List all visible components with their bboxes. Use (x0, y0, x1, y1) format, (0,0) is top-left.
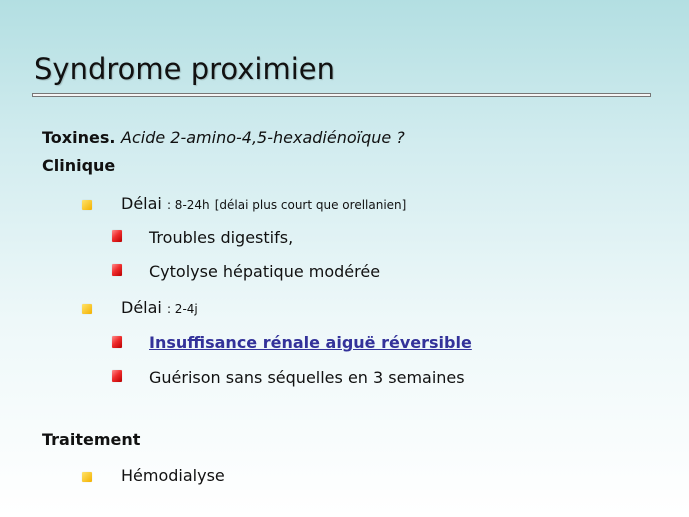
red-square-bullet-icon (112, 336, 122, 348)
red-square-bullet-icon (112, 370, 122, 382)
red-square-bullet-icon (112, 264, 122, 276)
delay-1-value: : 8-24h (166, 198, 210, 212)
slide-title: Syndrome proximien (34, 52, 335, 86)
yellow-square-bullet-icon (82, 304, 92, 314)
yellow-square-bullet-icon (82, 472, 92, 482)
delay-2-value: : 2-4j (166, 302, 198, 316)
yellow-square-bullet-icon (82, 200, 92, 210)
symptom-4: Guérison sans séquelles en 3 semaines (149, 368, 465, 387)
symptom-3-link[interactable]: Insuffisance rénale aiguë réversible (149, 333, 472, 352)
traitement-heading: Traitement (42, 430, 141, 449)
toxins-value: Acide 2-amino-4,5-hexadiénoïque ? (121, 128, 405, 147)
delay-1-note: [délai plus court que orellanien] (214, 198, 407, 212)
treatment-1: Hémodialyse (121, 466, 225, 485)
symptom-2: Cytolyse hépatique modérée (149, 262, 381, 281)
delay-1-line (121, 194, 406, 215)
toxins-line (42, 128, 405, 148)
symptom-1: Troubles digestifs, (149, 228, 294, 247)
title-divider (32, 93, 651, 97)
red-square-bullet-icon (112, 230, 122, 242)
delay-2-label: Délai (121, 298, 162, 317)
delay-1-label: Délai (121, 194, 162, 213)
toxins-label: Toxines. (42, 128, 116, 147)
clinique-heading: Clinique (42, 156, 116, 175)
delay-2-line (121, 298, 198, 319)
